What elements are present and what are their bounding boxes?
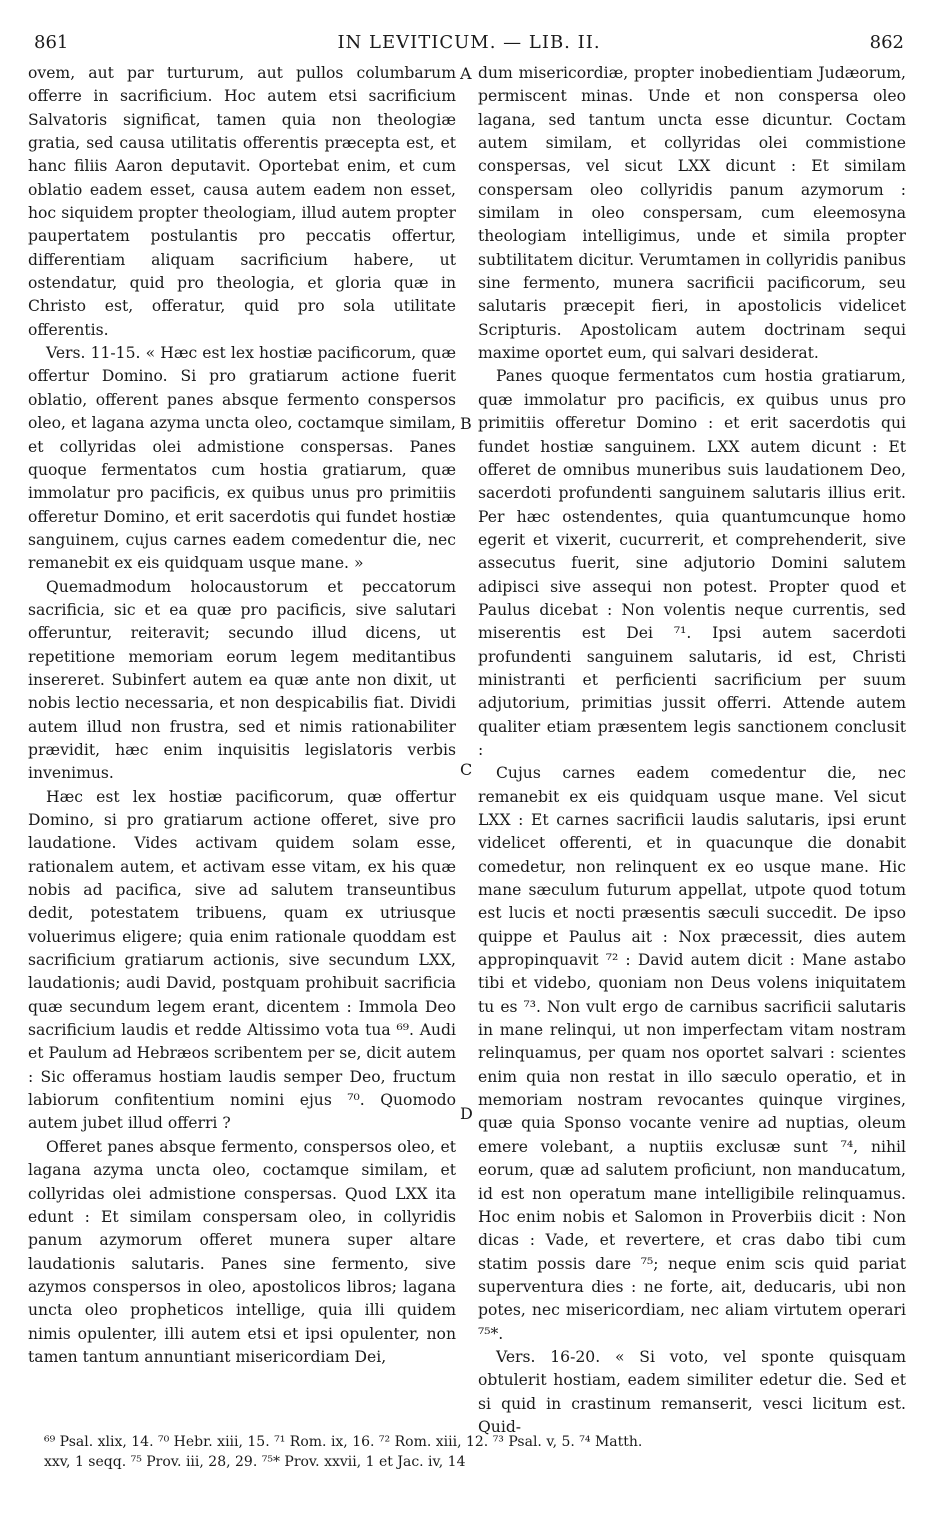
right-paragraph-3: Cujus carnes eadem comedentur die, nec remanebit ex eis quidquam usque mane. Vel sicut LXX : Et carnes sacrificii laudis salutaris, ipsi erunt videlicet offerenti, et in quacunque die donabit comedetur, non relinquent ex eo usque mane. Hic mane sæculum futurum appellat, utpote quod totum est lucis et nocti præsentis sæculi succedit. De ipso quippe et Paulus ait : Nox præcessit, dies autem appropinquavit ⁷² : David autem dicit : Mane astabo tibi et videbo, quoniam non Deus volens iniquitatem tu es ⁷³. Non vult ergo de carnibus sacrificii salutaris in mane relinqui, ut non imperfectam vitam nostram relinquamus, per quam nos oportet salvari : scientes enim quia non restat in illo sæculo operatio, et in memoriam nostram revocantes quinque virgines, quæ quia Sponso vocante venire ad nuptias, oleum emere volebant, a nuptiis exclusæ sunt ⁷⁴, nihil eorum, quæ ad salutem proficiunt, non manducatum, id est non operatum mane intelligibile relinquamus. Hoc enim nobis et Salomon in Proverbiis dicit : Non dicas : Vade, et revertere, et cras dabo tibi cum statim possis dare ⁷⁵; neque enim scis quid pariat superventura dies : ne forte, ait, deducaris, ubi non potes, nec misericordiam, nec aliam virtutem operari ⁷⁵*. (478, 764, 906, 1343)
left-paragraph-4: Hæc est lex hostiæ pacificorum, quæ offertur Domino, si pro gratiarum actione offeret, sive pro laudatione. Vides activam quidem solam esse, rationalem autem, et activam esse vitam, ex his quæ nobis ad pacifica, sive ad salutem transeuntibus dedit, potestatem tribuens, quam ex utriusque voluerimus eligere; quia enim rationale quoddam est sacrificium gratiarum actionis, sive secundum LXX, laudationis; audi David, postquam prohibuit sacrificia quæ secundum legem erant, dicentem : Immola Deo sacrificium laudis et redde Altissimo vota tua ⁶⁹. Audi et Paulum ad Hebræos scribentem per se, dicit autem : Sic offeramus hostiam laudis semper Deo, fructum labiorum confitentium nomini ejus ⁷⁰. Quomodo autem jubet illud offerri ? (28, 787, 456, 1133)
left-paragraph-1: ovem, aut par turturum, aut pullos columbarum offerre in sacrificium. Hoc autem etsi sacrificium Salvatoris significat, tamen quia non theologiæ gratia, sed causa utilitatis offerentis præcepta est, et hanc filiis Aaron deputavit. Oportebat enim, et cum oblatio eadem esset, causa autem eadem non esset, hoc siquidem propter theologiam, illud autem propter paupertatem postulantis pro peccatis offertur, differentiam aliquam sacrificium habere, ut ostendatur, quid pro theologia, et gloria quæ in Christo est, offeratur, quid pro sola utilitate offerentis. (28, 64, 456, 339)
right-paragraph-2: Panes quoque fermentatos cum hostia gratiarum, quæ immolatur pro pacificis, ex quibus unus pro primitiis offeretur Domino : et erit sacerdotis qui fundet hostiæ sanguinem. LXX autem dicunt : Et offeret de omnibus muneribus suis laudationem Deo, sacerdoti profundenti sanguinem salutaris illius erit. Per hæc ostendentes, quia quantumcunque homo egerit et vixerit, cucurrerit, et comprehenderit, sive assecutus fuerit, sine adjutorio Domini salutem adipisci sive assequi non potest. Propter quod et Paulus dicebat : Non volentis neque currentis, sed miserentis est Dei ⁷¹. Ipsi autem sacerdoti profundenti sanguinem salutaris, id est, Christi ministranti et perficienti sacrificium per suum adjutorium, primitias jussit offerri. Attende autem qualiter etiam præsentem legis sanctionem conclusit : (478, 367, 906, 759)
left-paragraph-5: Offeret panes absque fermento, conspersos oleo, et lagana azyma uncta oleo, coctamque similam, et collyridas olei admistione conspersas. Quod LXX ita edunt : Et similam conspersam oleo, in collyridis panum azymorum offeret munera super altare laudationis salutaris. Panes sine fermento, sive azymos conspersos in oleo, apostolicos libros; lagana uncta oleo propheticos intellige, quia illi quidem nimis opulenter, illi autem etsi et ipsi opulenter, non tamen tantum annuntiant misericordiam Dei, (28, 1137, 456, 1366)
footnote-line-2: xxv, 1 seqq. ⁷⁵ Prov. iii, 28, 29. ⁷⁵* Prov. xxvii, 1 et Jac. iv, 14 (44, 1454, 466, 1470)
margin-marker-d: D (460, 1104, 473, 1123)
right-paragraph-4: Vers. 16-20. « Si voto, vel sponte quisquam obtulerit hostiam, eadem similiter edetur die. Sed et si quid in crastinum remanserit, vesci licitum est. Quid- (478, 1347, 906, 1436)
left-column (28, 62, 456, 1369)
margin-marker-b: B (460, 414, 472, 433)
left-paragraph-2: Vers. 11-15. « Hæc est lex hostiæ pacificorum, quæ offertur Domino. Si pro gratiarum actione fuerit oblatio, offerent panes absque fermento conspersos oleo, et lagana azyma uncta oleo, coctamque similam, et collyridas olei admistione conspersas. Panes quoque fermentatos cum hostia gratiarum, quæ immolatur pro pacificis, ex quibus unus pro primitiis offeretur Domino, et erit sacerdotis qui fundet hostiæ sanguinem, cujus carnes eadem comedentur die, nec remanebit ex eis quidquam usque mane. » (28, 344, 456, 573)
right-paragraph-1: dum misericordiæ, propter inobedientiam Judæorum, permiscent minas. Unde et non conspersa oleo lagana, sed tantum uncta esse dicuntur. Coctam autem similam, et collyridas olei commistione conspersas, vel sicut LXX dicunt : Et similam conspersam oleo collyridis panum azymorum : similam in oleo conspersam, cum eleemosyna theologiam intelligimus, unde et simila propter subtilitatem dicitur. Verumtamen in collyridis panibus sine fermento, munera sacrificii pacificorum, seu salutaris præcepit fieri, in apostolicis videlicet Scripturis. Apostolicam autem doctrinam sequi maxime oportet eum, qui salvari desiderat. (478, 64, 906, 363)
page-header (34, 32, 904, 58)
footnote-line-1: ⁶⁹ Psal. xlix, 14. ⁷⁰ Hebr. xiii, 15. ⁷¹ Rom. ix, 16. ⁷² Rom. xiii, 12. ⁷³ Psal. v, 5. ⁷⁴ Matth. (44, 1434, 643, 1450)
page-number-left: 861 (34, 32, 69, 53)
margin-marker-c: C (460, 760, 473, 779)
right-column (478, 62, 906, 1439)
footnotes (44, 1432, 912, 1472)
page-number-right: 862 (869, 32, 904, 53)
running-title: IN LEVITICUM. — LIB. II. (337, 32, 601, 53)
margin-marker-a: A (460, 64, 472, 83)
left-paragraph-3: Quemadmodum holocaustorum et peccatorum sacrificia, sic et ea quæ pro pacificis, sive salutari offeruntur, reiteravit; secundo illud dicens, ut repetitione memoriam eorum legem meditantibus insereret. Subinfert autem ea quæ ante non dixit, ut nobis lectio necessaria, et non despicabilis fiat. Dividi autem illud non frustra, sed et nimis rationabiliter prævidit, hæc enim inquisitis legislatoris verbis invenimus. (28, 577, 456, 783)
